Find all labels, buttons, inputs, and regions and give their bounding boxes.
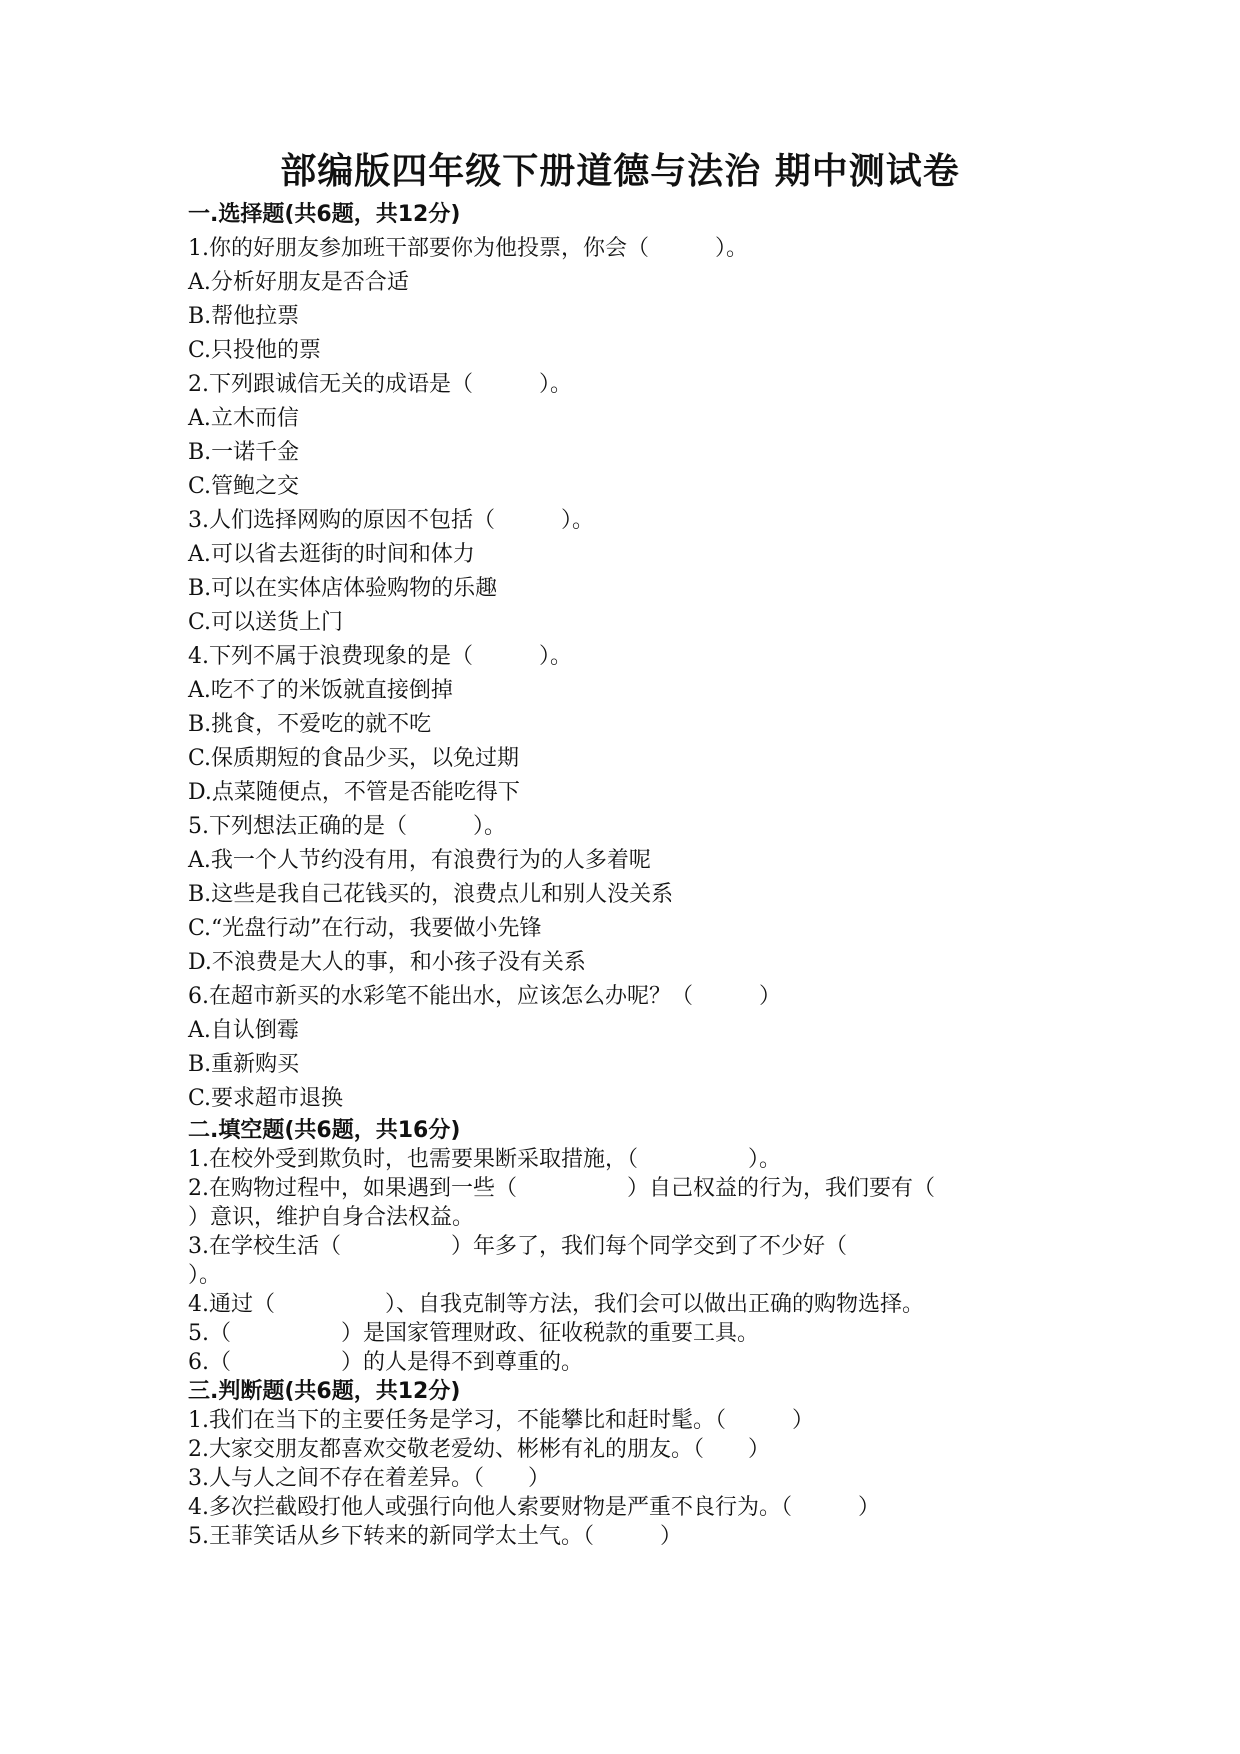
option-line: B.挑食，不爱吃的就不吃 bbox=[188, 712, 432, 737]
option-line: C.管鲍之交 bbox=[188, 474, 300, 499]
option-line: B.一诺千金 bbox=[188, 440, 300, 465]
question-line: ）意识，维护自身合法权益。 bbox=[188, 1205, 475, 1230]
option-line: A.吃不了的米饭就直接倒掉 bbox=[188, 678, 453, 703]
question-line: 5.下列想法正确的是（ ）。 bbox=[188, 814, 506, 839]
question-line: 4.通过（ ）、自我克制等方法，我们会可以做出正确的购物选择。 bbox=[188, 1292, 924, 1317]
page-title: 部编版四年级下册道德与法治 期中测试卷 bbox=[280, 151, 960, 192]
option-line: C.可以送货上门 bbox=[188, 610, 344, 635]
option-line: A.立木而信 bbox=[188, 406, 299, 431]
question-line: 2.大家交朋友都喜欢交敬老爱幼、彬彬有礼的朋友。（ ） bbox=[188, 1437, 770, 1462]
question-line: 6.在超市新买的水彩笔不能出水，应该怎么办呢？（ ） bbox=[188, 984, 781, 1009]
question-line: 5.王菲笑话从乡下转来的新同学太土气。（ ） bbox=[188, 1524, 682, 1549]
section-fill-in-blank bbox=[188, 1116, 1088, 1377]
question-line: 4.多次拦截殴打他人或强行向他人索要财物是严重不良行为。（ ） bbox=[188, 1495, 880, 1520]
section-heading: 二.填空题(共6题，共16分) bbox=[188, 1118, 461, 1143]
option-line: C.要求超市退换 bbox=[188, 1086, 344, 1111]
question-line: 1.你的好朋友参加班干部要你为他投票，你会（ ）。 bbox=[188, 236, 748, 261]
section-heading: 三.判断题(共6题，共12分) bbox=[188, 1379, 461, 1404]
option-line: A.我一个人节约没有用，有浪费行为的人多着呢 bbox=[188, 848, 651, 873]
question-line: 3.人们选择网购的原因不包括（ ）。 bbox=[188, 508, 594, 533]
question-line: 6.（ ）的人是得不到尊重的。 bbox=[188, 1350, 583, 1375]
option-line: B.重新购买 bbox=[188, 1052, 300, 1077]
exam-content bbox=[188, 198, 1088, 1551]
question-line: 1.我们在当下的主要任务是学习，不能攀比和赶时髦。（ ） bbox=[188, 1408, 814, 1433]
section-true-false bbox=[188, 1377, 1088, 1551]
question-line: 4.下列不属于浪费现象的是（ ）。 bbox=[188, 644, 572, 669]
option-line: A.分析好朋友是否合适 bbox=[188, 270, 409, 295]
option-line: B.可以在实体店体验购物的乐趣 bbox=[188, 576, 498, 601]
option-line: B.这些是我自己花钱买的，浪费点儿和别人没关系 bbox=[188, 882, 674, 907]
section-multiple-choice bbox=[188, 198, 1088, 1116]
option-line: A.自认倒霉 bbox=[188, 1018, 299, 1043]
option-line: D.点菜随便点，不管是否能吃得下 bbox=[188, 780, 520, 805]
question-line: 2.在购物过程中，如果遇到一些（ ）自己权益的行为，我们要有（ bbox=[188, 1176, 935, 1201]
question-line: 3.人与人之间不存在着差异。（ ） bbox=[188, 1466, 550, 1491]
option-line: D.不浪费是大人的事，和小孩子没有关系 bbox=[188, 950, 586, 975]
question-line: 5.（ ）是国家管理财政、征收税款的重要工具。 bbox=[188, 1321, 759, 1346]
section-heading: 一.选择题(共6题，共12分) bbox=[188, 202, 461, 227]
option-line: C.只投他的票 bbox=[188, 338, 322, 363]
question-line: ）。 bbox=[188, 1263, 222, 1288]
question-line: 3.在学校生活（ ）年多了，我们每个同学交到了不少好（ bbox=[188, 1234, 847, 1259]
option-line: C.“光盘行动”在行动，我要做小先锋 bbox=[188, 916, 542, 941]
option-line: A.可以省去逛街的时间和体力 bbox=[188, 542, 475, 567]
question-line: 2.下列跟诚信无关的成语是（ ）。 bbox=[188, 372, 572, 397]
option-line: C.保质期短的食品少买，以免过期 bbox=[188, 746, 520, 771]
option-line: B.帮他拉票 bbox=[188, 304, 300, 329]
question-line: 1.在校外受到欺负时，也需要果断采取措施，（ ）。 bbox=[188, 1147, 781, 1172]
